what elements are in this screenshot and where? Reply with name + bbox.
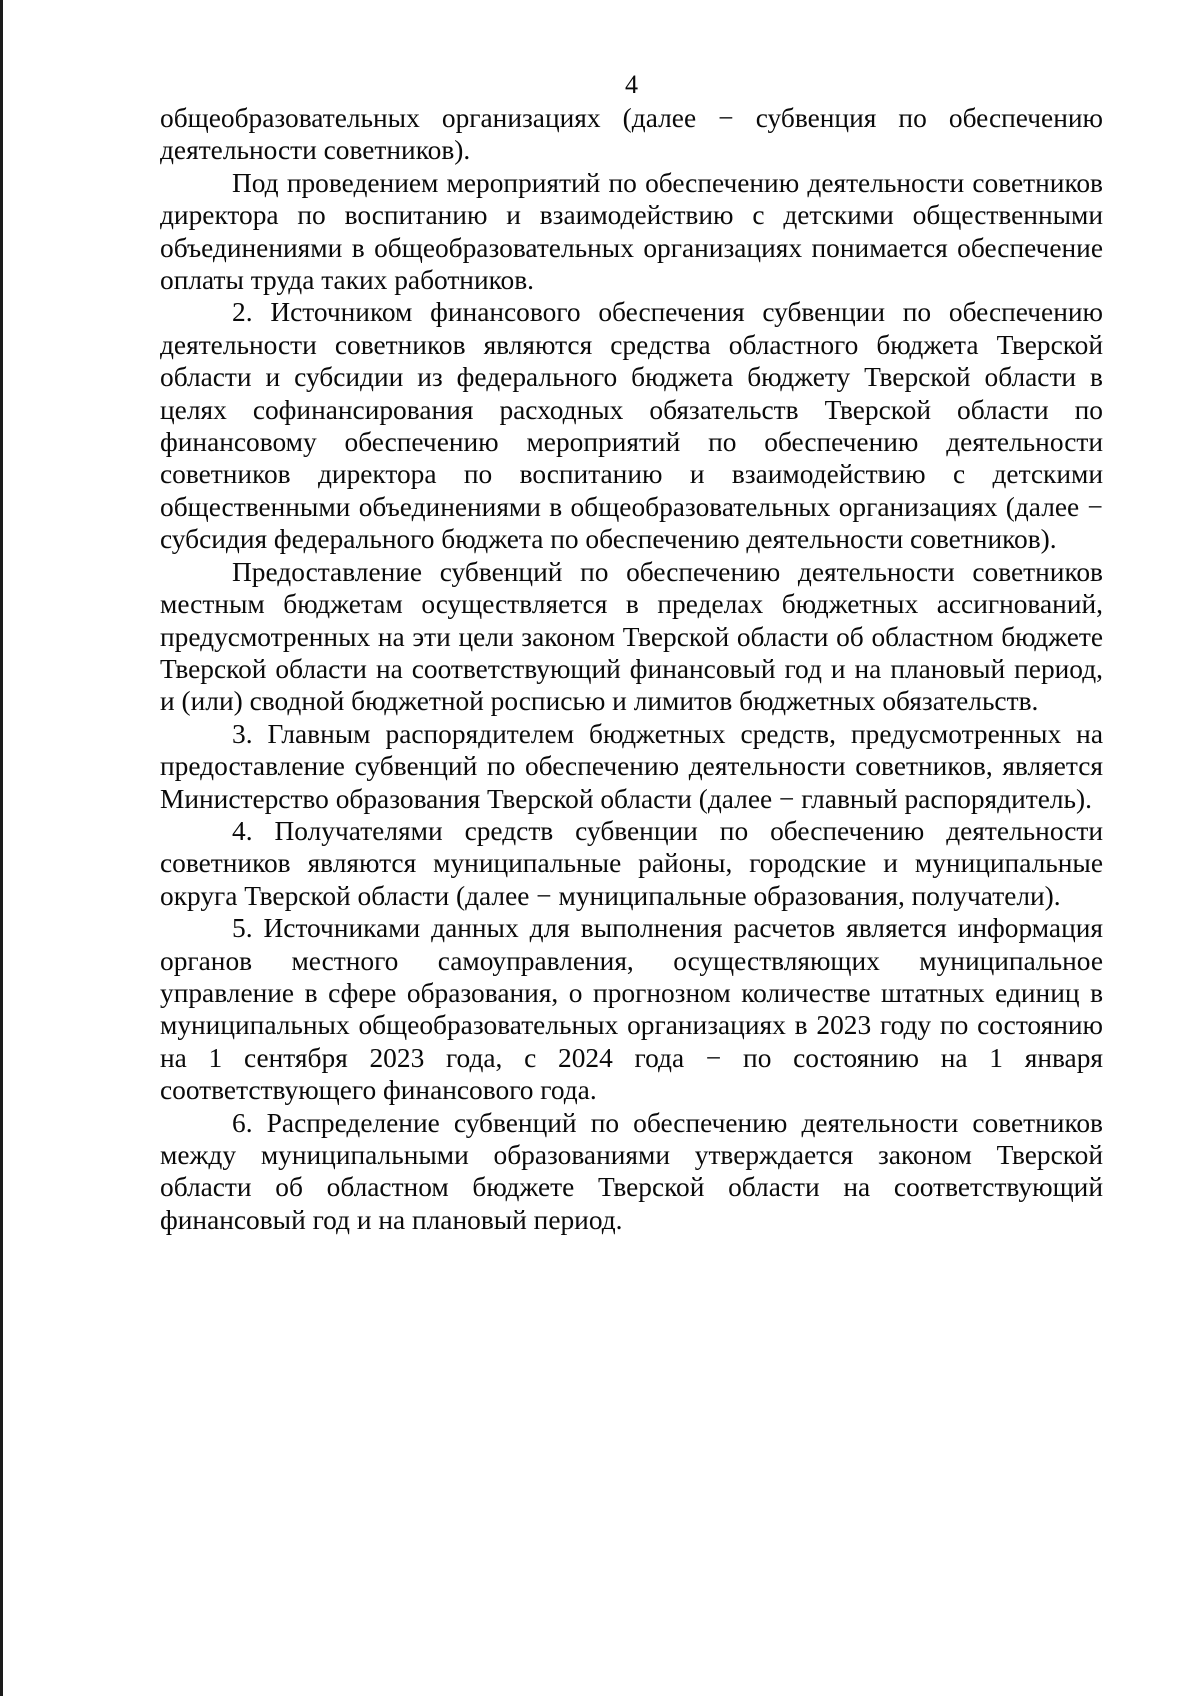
paragraph-provision: Предоставление субвенций по обеспечению деятельности советников местным бюджетам осуществляется в пределах бюджетных ассигнований, предусмотренных на эти цели законом Тверской области об областном бюджете Тверской области на соответствующий финансовый год и на плановый период, и (или) сводной бюджетной росписью и лимитов бюджетных обязательств. [160, 556, 1103, 717]
paragraph-definition: Под проведением мероприятий по обеспечению деятельности советников директора по воспитанию и взаимодействию с детскими общественными объединениями в общеобразовательных организациях понимается обеспечение оплаты труда таких работников. [160, 167, 1103, 296]
scan-edge [0, 0, 3, 1696]
document-body [160, 102, 1103, 1236]
paragraph-continuation: общеобразовательных организациях (далее − субвенция по обеспечению деятельности советников). [160, 103, 1103, 166]
paragraph-item-3: 3. Главным распорядителем бюджетных средств, предусмотренных на предоставление субвенций по обеспечению деятельности советников, является Министерство образования Тверской области (далее − главный распорядитель). [160, 718, 1103, 814]
paragraph-item-4: 4. Получателями средств субвенции по обеспечению деятельности советников являются муниципальные районы, городские и муниципальные округа Тверской области (далее − муниципальные образования, получатели). [160, 815, 1103, 911]
page-number: 4 [625, 70, 638, 99]
paragraph-item-2: 2. Источником финансового обеспечения субвенции по обеспечению деятельности советников являются средства областного бюджета Тверской области и субсидии из федерального бюджета бюджету Тверской области в целях софинансирования расходных обязательств Тверской области по финансовому обеспечению мероприятий по обеспечению деятельности советников директора по воспитанию и взаимодействию с детскими общественными объединениями в общеобразовательных организациях (далее − субсидия федерального бюджета по обеспечению деятельности советников). [160, 297, 1103, 555]
paragraph-item-5: 5. Источниками данных для выполнения расчетов является информация органов местного самоуправления, осуществляющих муниципальное управление в сфере образования, о прогнозном количестве штатных единиц в муниципальных общеобразовательных организациях в 2023 году по состоянию на 1 сентября 2023 года, с 2024 года − по состоянию на 1 января соответствующего финансового года. [160, 913, 1103, 1106]
paragraph-item-6: 6. Распределение субвенций по обеспечению деятельности советников между муниципальными образованиями утверждается законом Тверской области об областном бюджете Тверской области на соответствующий финансовый год и на плановый период. [160, 1107, 1103, 1235]
